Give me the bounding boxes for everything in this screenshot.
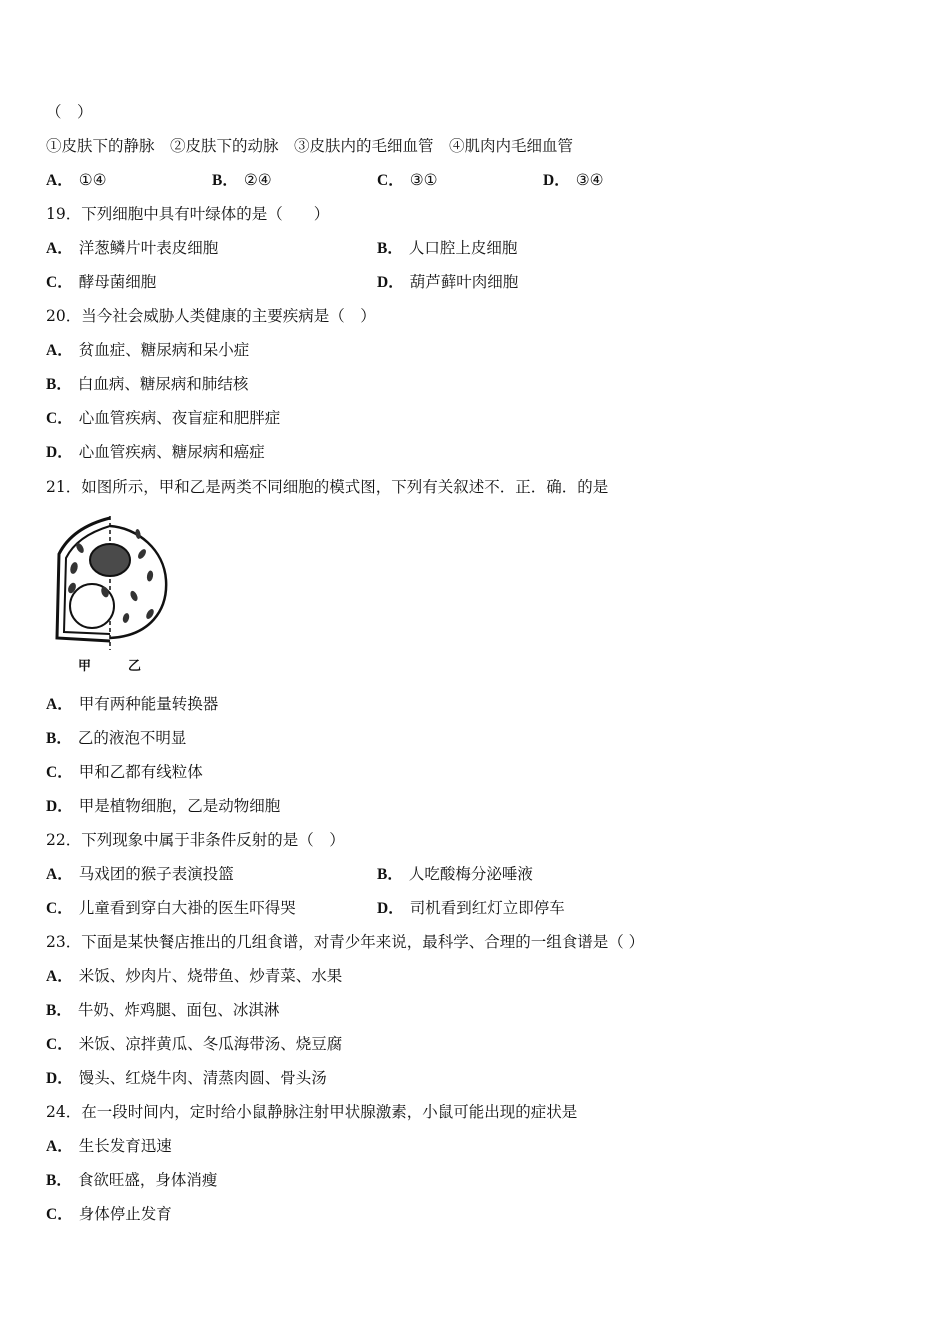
option-label: B． xyxy=(46,730,72,747)
option-text: ②④ xyxy=(243,171,272,189)
option-text: 贫血症、糖尿病和呆小症 xyxy=(78,341,250,359)
q22-option-a[interactable] xyxy=(46,864,234,885)
option-label: B． xyxy=(46,1002,72,1019)
q19-option-d[interactable] xyxy=(377,272,518,293)
option-text: 甲有两种能量转换器 xyxy=(78,695,219,713)
cell-diagram xyxy=(46,514,176,676)
q20-option-b[interactable] xyxy=(46,374,248,395)
option-label: A． xyxy=(46,866,73,883)
option-label: D． xyxy=(543,172,570,189)
option-label: B． xyxy=(46,1172,72,1189)
q19-option-c[interactable] xyxy=(46,272,156,293)
option-text: 葫芦藓叶肉细胞 xyxy=(409,273,519,291)
q23-option-a[interactable] xyxy=(46,966,342,987)
option-text: 食欲旺盛，身体消瘦 xyxy=(77,1171,218,1189)
q18-paren: （ ） xyxy=(46,103,93,121)
q24-option-a[interactable] xyxy=(46,1136,172,1157)
option-label: C． xyxy=(46,1206,73,1223)
q19-option-a[interactable] xyxy=(46,238,218,259)
q23-option-b[interactable] xyxy=(46,1000,279,1021)
label-yi: 乙 xyxy=(128,659,142,674)
option-text: 米饭、凉拌黄瓜、冬瓜海带汤、烧豆腐 xyxy=(78,1035,343,1053)
label-jia: 甲 xyxy=(78,659,92,674)
option-text: 米饭、炒肉片、烧带鱼、炒青菜、水果 xyxy=(78,967,343,985)
option-label: D． xyxy=(46,1070,73,1087)
q22-option-d[interactable] xyxy=(377,898,565,919)
option-text: ①④ xyxy=(78,171,107,189)
option-text: 甲和乙都有线粒体 xyxy=(78,763,203,781)
option-label: A． xyxy=(46,1138,73,1155)
q20-option-a[interactable] xyxy=(46,340,249,361)
option-label: D． xyxy=(377,274,404,291)
q23-option-c[interactable] xyxy=(46,1034,342,1055)
q18-option-d[interactable] xyxy=(543,170,604,191)
option-text: 白血病、糖尿病和肺结核 xyxy=(77,375,249,393)
option-label: B． xyxy=(46,376,72,393)
option-label: C． xyxy=(46,274,73,291)
q21-option-b[interactable] xyxy=(46,728,186,749)
option-label: B． xyxy=(377,240,403,257)
q23-stem: 23．下面是某快餐店推出的几组食谱，对青少年来说，最科学、合理的一组食谱是（ ） xyxy=(46,933,645,951)
q20-option-d[interactable] xyxy=(46,442,265,463)
option-text: 甲是植物细胞，乙是动物细胞 xyxy=(78,797,281,815)
option-text: 乙的液泡不明显 xyxy=(77,729,187,747)
option-label: C． xyxy=(46,1036,73,1053)
option-label: B． xyxy=(212,172,238,189)
option-text: 牛奶、炸鸡腿、面包、冰淇淋 xyxy=(77,1001,280,1019)
option-text: 心血管疾病、糖尿病和癌症 xyxy=(78,443,265,461)
q21-option-c[interactable] xyxy=(46,762,203,783)
q18-option-b[interactable] xyxy=(212,170,272,191)
option-text: ③④ xyxy=(575,171,604,189)
q22-option-c[interactable] xyxy=(46,898,296,919)
q18-option-a[interactable] xyxy=(46,170,107,191)
cell-diagram-svg xyxy=(46,514,176,676)
option-label: D． xyxy=(46,444,73,461)
q18-choices: ①皮肤下的静脉 ②皮肤下的动脉 ③皮肤内的毛细血管 ④肌肉内毛细血管 xyxy=(46,137,574,155)
option-label: C． xyxy=(46,900,73,917)
option-text: 人口腔上皮细胞 xyxy=(408,239,518,257)
option-text: 洋葱鳞片叶表皮细胞 xyxy=(78,239,219,257)
q20-option-c[interactable] xyxy=(46,408,280,429)
option-text: 馒头、红烧牛肉、清蒸肉圆、骨头汤 xyxy=(78,1069,327,1087)
q19-stem: 19．下列细胞中具有叶绿体的是（ ） xyxy=(46,205,330,223)
option-text: 心血管疾病、夜盲症和肥胖症 xyxy=(78,409,281,427)
option-text: 身体停止发育 xyxy=(78,1205,172,1223)
q20-stem: 20．当今社会威胁人类健康的主要疾病是（ ） xyxy=(46,307,376,325)
option-text: ③① xyxy=(409,171,438,189)
option-text: 酵母菌细胞 xyxy=(78,273,157,291)
q21-option-a[interactable] xyxy=(46,694,218,715)
option-text: 人吃酸梅分泌唾液 xyxy=(408,865,533,883)
option-label: A． xyxy=(46,240,73,257)
q21-option-d[interactable] xyxy=(46,796,280,817)
option-label: D． xyxy=(46,798,73,815)
option-label: C． xyxy=(377,172,404,189)
q22-stem: 22．下列现象中属于非条件反射的是（ ） xyxy=(46,831,345,849)
option-label: A． xyxy=(46,172,73,189)
option-label: C． xyxy=(46,764,73,781)
q24-option-b[interactable] xyxy=(46,1170,217,1191)
q18-option-c[interactable] xyxy=(377,170,438,191)
option-label: B． xyxy=(377,866,403,883)
option-label: D． xyxy=(377,900,404,917)
q24-stem: 24．在一段时间内，定时给小鼠静脉注射甲状腺激素，小鼠可能出现的症状是 xyxy=(46,1103,578,1121)
option-text: 马戏团的猴子表演投篮 xyxy=(78,865,234,883)
q22-option-b[interactable] xyxy=(377,864,533,885)
option-label: A． xyxy=(46,696,73,713)
option-label: A． xyxy=(46,968,73,985)
option-text: 儿童看到穿白大褂的医生吓得哭 xyxy=(78,899,296,917)
q23-option-d[interactable] xyxy=(46,1068,327,1089)
q21-stem: 21．如图所示，甲和乙是两类不同细胞的模式图，下列有关叙述不．正．确．的是 xyxy=(46,478,609,496)
q24-option-c[interactable] xyxy=(46,1204,172,1225)
option-text: 生长发育迅速 xyxy=(78,1137,172,1155)
option-label: A． xyxy=(46,342,73,359)
option-text: 司机看到红灯立即停车 xyxy=(409,899,565,917)
q19-option-b[interactable] xyxy=(377,238,517,259)
option-label: C． xyxy=(46,410,73,427)
